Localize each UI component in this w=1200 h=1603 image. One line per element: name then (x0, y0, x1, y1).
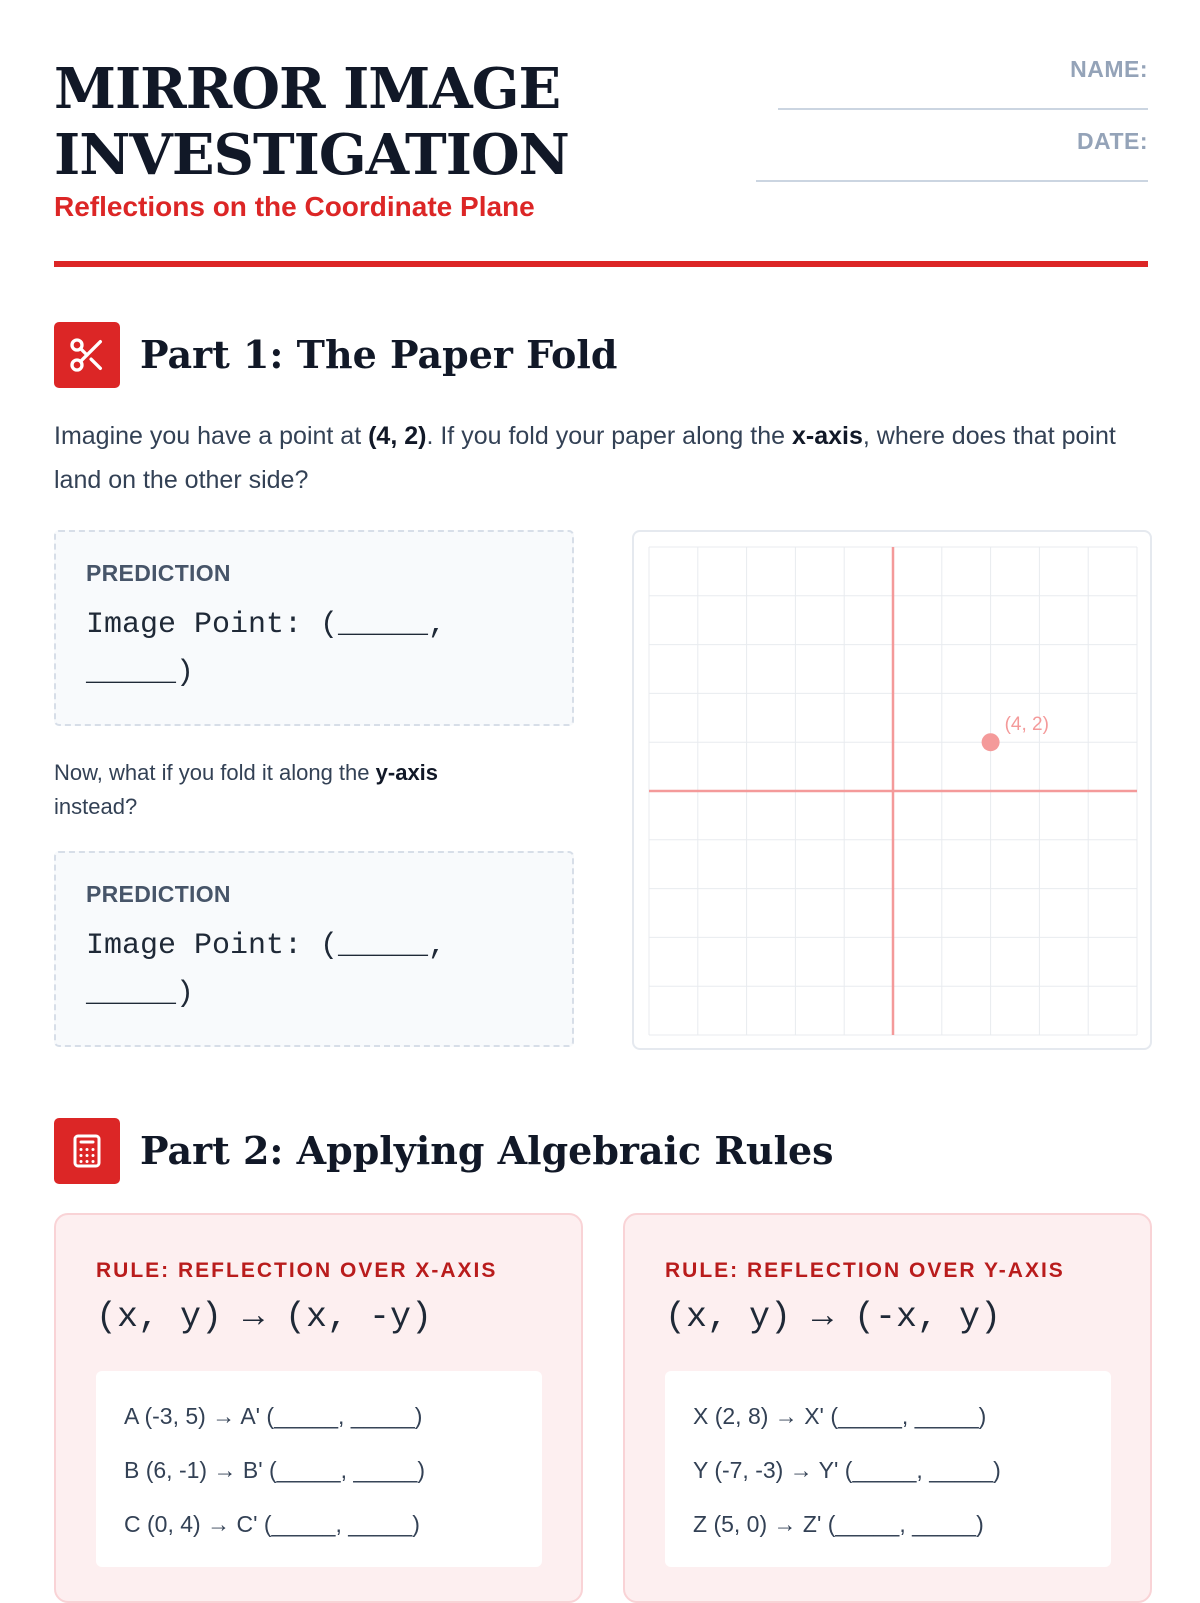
intro-text-post: , where does that point land on the other side? (54, 422, 1116, 494)
rule-title: RULE: REFLECTION OVER X-AXIS (96, 1259, 498, 1282)
part1-question (54, 756, 524, 824)
page-subtitle: Reflections on the Coordinate Plane (54, 191, 535, 222)
rule-formula: (x, y) → (-x, y) (665, 1297, 1002, 1337)
prediction-box-x-axis[interactable] (54, 530, 574, 726)
exercise-item[interactable]: X (2, 8) → X' (_____, _____) (693, 1403, 987, 1429)
coordinate-graph (632, 530, 1152, 1050)
title-line-2: INVESTIGATION (54, 122, 569, 188)
exercise-item[interactable]: Z (5, 0) → Z' (_____, _____) (693, 1511, 984, 1537)
point-label: (4, 2) (1004, 714, 1049, 736)
exercise-item[interactable]: B (6, -1) → B' (_____, _____) (124, 1457, 425, 1483)
date-field-line[interactable] (756, 180, 1148, 182)
point-marker (982, 733, 1000, 751)
part1-intro (54, 414, 1154, 502)
rule-card-y-axis (623, 1213, 1152, 1603)
prediction-answer: Image Point: (_____, _____) (86, 929, 447, 1011)
exercise-item[interactable]: C (0, 4) → C' (_____, _____) (124, 1511, 420, 1537)
prediction-box-y-axis[interactable] (54, 851, 574, 1047)
calculator-icon (54, 1118, 120, 1184)
intro-text-mid: . If you fold your paper along the (426, 422, 792, 450)
exercise-list (665, 1371, 1111, 1567)
scissors-icon (54, 322, 120, 388)
rule-title: RULE: REFLECTION OVER Y-AXIS (665, 1259, 1065, 1282)
coordinate-plane (634, 532, 1150, 1048)
question-text-post: instead? (54, 794, 138, 819)
page-title (54, 56, 674, 188)
prediction-label: PREDICTION (86, 560, 231, 586)
question-axis: y-axis (375, 760, 439, 785)
title-line-1: MIRROR IMAGE (54, 56, 561, 122)
intro-axis: x-axis (791, 422, 863, 450)
prediction-label: PREDICTION (86, 881, 231, 907)
name-field-line[interactable] (778, 108, 1148, 110)
exercise-list (96, 1371, 542, 1567)
intro-point: (4, 2) (368, 422, 427, 450)
intro-text-pre: Imagine you have a point at (54, 422, 369, 450)
question-text-pre: Now, what if you fold it along the (54, 760, 376, 785)
prediction-answer: Image Point: (_____, _____) (86, 608, 447, 690)
date-label: DATE: (1076, 128, 1148, 154)
exercise-item[interactable]: Y (-7, -3) → Y' (_____, _____) (693, 1457, 1001, 1483)
name-label: NAME: (1070, 56, 1148, 82)
part1-title: Part 1: The Paper Fold (140, 332, 618, 377)
rule-card-x-axis (54, 1213, 583, 1603)
header-divider (54, 261, 1148, 267)
exercise-item[interactable]: A (-3, 5) → A' (_____, _____) (124, 1403, 423, 1429)
part2-title: Part 2: Applying Algebraic Rules (140, 1128, 834, 1173)
rule-formula: (x, y) → (x, -y) (96, 1297, 433, 1337)
worksheet-header (54, 56, 1148, 268)
